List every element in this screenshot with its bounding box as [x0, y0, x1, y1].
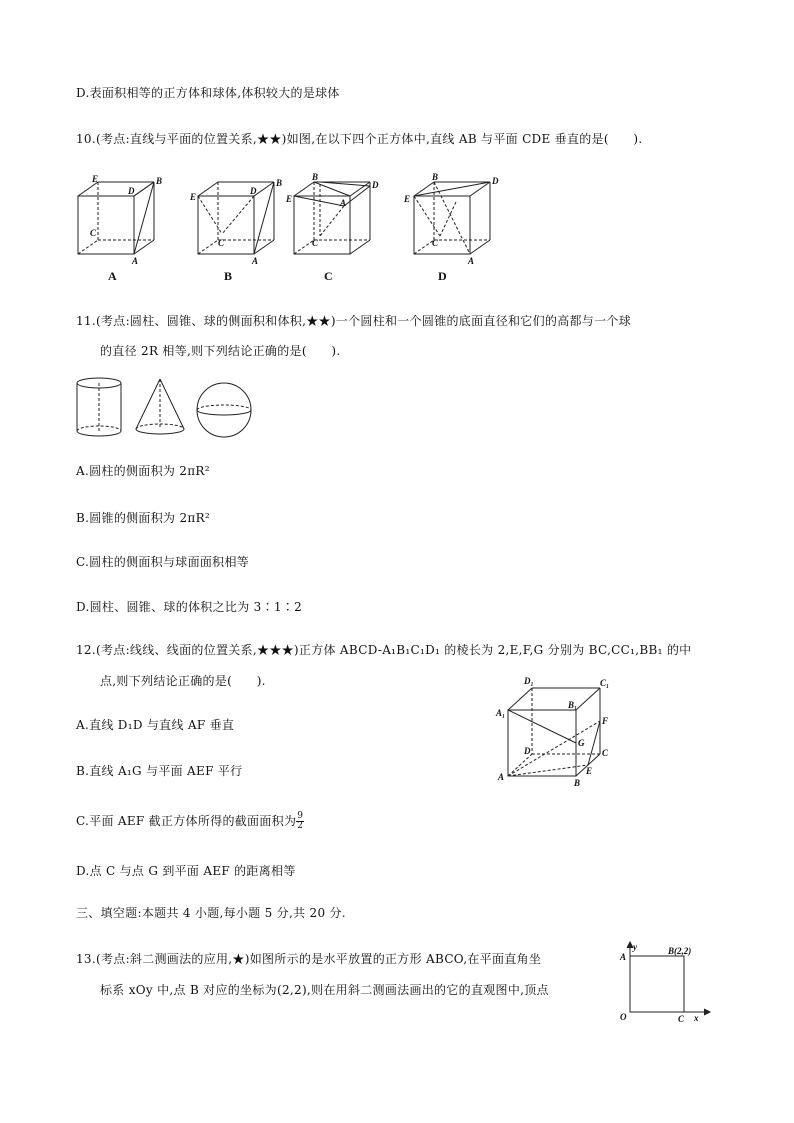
- solids-figure: [76, 376, 256, 442]
- cube-a-label-b: B: [156, 176, 163, 186]
- section-3-heading: 三、填空题:本题共 4 小题,每小题 5 分,共 20 分.: [76, 906, 346, 920]
- cube-figure-d: [404, 172, 510, 283]
- q12-option-d: D.点 C 与点 G 到平面 AEF 的距离相等: [76, 864, 296, 878]
- q11-option-c: C.圆柱的侧面积与球面面积相等: [76, 555, 250, 569]
- q12-stem-line2: 点,则下列结论正确的是( ).: [100, 674, 266, 688]
- q9-option-d: D.表面积相等的正方体和球体,体积较大的是球体: [76, 86, 340, 100]
- cube-b-label-d: D: [250, 186, 257, 196]
- cube-b-label-a: A: [252, 256, 259, 266]
- cube-d-label-c: C: [432, 238, 439, 248]
- cube-c-label-e: E: [286, 194, 293, 204]
- cube-d-label-a: A: [468, 256, 475, 266]
- q12-option-c-text: C.平面 AEF 截正方体所得的截面面积为: [76, 814, 297, 828]
- cube-figure-c: [286, 172, 390, 283]
- q12-label-d1: D₁: [524, 676, 534, 686]
- cube-b-caption: B: [224, 269, 233, 283]
- q10-stem: 10.(考点:直线与平面的位置关系,★★)如图,在以下四个正方体中,直线 AB 与平面 CDE 垂直的是( ).: [76, 132, 643, 146]
- q12-label-a: A: [498, 772, 505, 782]
- q13-label-x: x: [694, 1013, 699, 1023]
- q11-stem-line2: 的直径 2R 相等,则下列结论正确的是( ).: [100, 344, 341, 358]
- q12-label-a1: A₁: [496, 708, 506, 718]
- cube-b-label-b: B: [276, 178, 283, 188]
- q13-label-o: O: [620, 1012, 627, 1022]
- q13-label-c: C: [678, 1014, 685, 1024]
- fraction-nine-halves: $\frac{9}{2}$: [297, 811, 304, 831]
- q13-stem-line2: 标系 xOy 中,点 B 对应的坐标为(2,2),则在用斜二测画法画出的它的直观图中,顶点: [100, 983, 549, 997]
- q12-label-c: C: [602, 748, 609, 758]
- q12-cube-figure: [494, 676, 624, 792]
- q12-option-a: A.直线 D₁D 与直线 AF 垂直: [76, 718, 235, 732]
- cube-c-label-b: B: [312, 172, 319, 182]
- cube-c-label-a: A: [340, 198, 347, 208]
- cube-a-label-d: D: [128, 186, 135, 196]
- cube-d-label-e: E: [404, 194, 411, 204]
- q12-label-g: G: [578, 738, 585, 748]
- q12-label-e: E: [586, 766, 593, 776]
- q13-coordinate-figure: [616, 938, 716, 1028]
- q12-option-b: B.直线 A₁G 与平面 AEF 平行: [76, 764, 243, 778]
- cube-c-caption: C: [324, 269, 333, 283]
- q12-label-f: F: [602, 716, 609, 726]
- q11-stem-line1: 11.(考点:圆柱、圆锥、球的侧面积和体积,★★)一个圆柱和一个圆锥的底面直径和它们的高都与一个球: [76, 314, 632, 328]
- q12-label-d: D: [524, 746, 531, 756]
- cube-a-label-c: C: [90, 228, 97, 238]
- q12-option-c: [76, 812, 304, 831]
- q13-stem-line1: 13.(考点:斜二测画法的应用,★)如图所示的是水平放置的正方形 ABCO,在平面直角坐: [76, 952, 542, 966]
- cube-figure-b: [192, 172, 292, 282]
- cube-a-caption: A: [108, 269, 117, 283]
- cube-d-label-d: D: [492, 176, 499, 186]
- q11-option-d: D.圆柱、圆锥、球的体积之比为 3∶1∶2: [76, 600, 303, 614]
- q12-label-c1: C₁: [600, 678, 610, 688]
- cube-b-label-e: E: [190, 192, 197, 202]
- cube-d-label-b: B: [432, 172, 439, 182]
- q11-option-b: B.圆锥的侧面积为 2πR²: [76, 511, 211, 525]
- q13-label-a: A: [620, 952, 627, 962]
- cube-b-label-c: C: [218, 238, 225, 248]
- cube-figure-a: [76, 172, 176, 282]
- cube-c-label-d: D: [372, 180, 379, 190]
- q12-label-b1: B₁: [568, 700, 578, 710]
- cube-d-caption: D: [438, 269, 447, 283]
- q12-label-b: B: [574, 778, 581, 788]
- q12-stem-line1: 12.(考点:线线、线面的位置关系,★★★)正方体 ABCD-A₁B₁C₁D₁ 的棱长为 2,E,F,G 分别为 BC,CC₁,BB₁ 的中: [76, 643, 692, 657]
- cube-a-label-e: E: [92, 174, 99, 184]
- q13-label-b: B(2,2): [668, 946, 692, 956]
- q11-option-a: A.圆柱的侧面积为 2πR²: [76, 464, 210, 478]
- cube-c-label-c: C: [312, 238, 319, 248]
- cube-a-label-a: A: [132, 256, 139, 266]
- q13-label-y: y: [633, 942, 637, 952]
